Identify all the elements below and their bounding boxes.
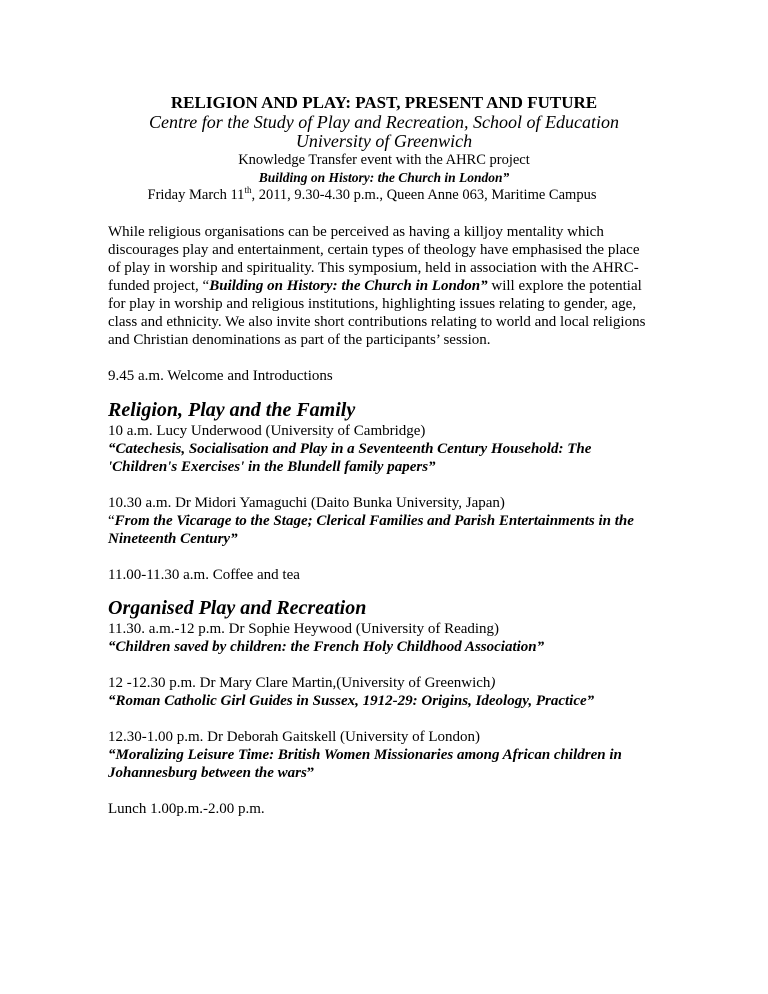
talk-title-underwood-1: “Catechesis, Socialisation and Play in a Seventeenth Century Household: The <box>108 441 592 457</box>
organisation-line-2: University of Greenwich <box>295 131 473 151</box>
knowledge-transfer-line: Knowledge Transfer event with the AHRC project <box>238 152 530 168</box>
intro-line-4 <box>108 277 642 295</box>
intro-line-4-start: funded project, “ <box>108 278 210 294</box>
talk-time-underwood: 10 a.m. Lucy Underwood (University of Cambridge) <box>108 423 426 439</box>
intro-project-name: Building on History: the Church in London” <box>209 278 488 294</box>
coffee-line: 11.00-11.30 a.m. Coffee and tea <box>108 567 300 583</box>
intro-line-2: discourages play and entertainment, certain types of theology have emphasised the place <box>108 242 640 258</box>
close-quote: ” <box>306 765 315 781</box>
talk-title-gaitskell-2-text: Johannesburg between the wars <box>108 765 307 781</box>
date-venue-line <box>0 186 756 204</box>
date-superscript: th <box>244 185 252 196</box>
intro-line-5: for play in worship and religious institutions, highlighting issues relating to gender, age, <box>108 296 637 312</box>
talk-time-martin <box>108 674 495 692</box>
talk-title-gaitskell-2 <box>108 764 314 782</box>
date-rest: , 2011, 9.30-4.30 p.m., Queen Anne 063, Maritime Campus <box>251 187 597 203</box>
date-day: Friday March 11 <box>147 187 245 203</box>
event-title: RELIGION AND PLAY: PAST, PRESENT AND FUTURE <box>170 93 598 112</box>
closing-paren: ) <box>490 675 496 691</box>
talk-title-underwood-2: 'Children's Exercises' in the Blundell family papers” <box>108 459 436 475</box>
section-heading-organised-play: Organised Play and Recreation <box>108 597 367 619</box>
talk-title-yamaguchi-2: Nineteenth Century” <box>108 531 238 547</box>
talk-time-yamaguchi: 10.30 a.m. Dr Midori Yamaguchi (Daito Bunka University, Japan) <box>108 495 505 511</box>
section-heading-family: Religion, Play and the Family <box>108 399 356 421</box>
talk-title-gaitskell-1: “Moralizing Leisure Time: British Women Missionaries among African children in <box>108 747 622 763</box>
talk-time-martin-text: 12 -12.30 p.m. Dr Mary Clare Martin,(University of Greenwich <box>108 675 491 691</box>
intro-line-1: While religious organisations can be perceived as having a killjoy mentality which <box>108 224 604 240</box>
organisation-line-1: Centre for the Study of Play and Recreation, School of Education <box>148 112 620 132</box>
intro-line-3: of play in worship and spirituality. This symposium, held in association with the AHRC- <box>108 260 639 276</box>
talk-time-heywood: 11.30. a.m.-12 p.m. Dr Sophie Heywood (University of Reading) <box>108 621 500 637</box>
project-line: Building on History: the Church in London” <box>258 170 510 185</box>
talk-title-heywood: “Children saved by children: the French Holy Childhood Association” <box>108 639 545 655</box>
talk-time-gaitskell: 12.30-1.00 p.m. Dr Deborah Gaitskell (University of London) <box>108 729 481 745</box>
intro-line-6: class and ethnicity. We also invite short contributions relating to world and local religions <box>108 314 646 330</box>
intro-line-4-end: will explore the potential <box>487 278 642 294</box>
open-quote: “ <box>108 513 115 529</box>
lunch-line: Lunch 1.00p.m.-2.00 p.m. <box>108 801 265 817</box>
talk-title-martin: “Roman Catholic Girl Guides in Sussex, 1912-29: Origins, Ideology, Practice” <box>108 693 595 709</box>
talk-title-yamaguchi-1 <box>108 512 634 530</box>
welcome-line: 9.45 a.m. Welcome and Introductions <box>108 368 333 384</box>
talk-title-yamaguchi-text: From the Vicarage to the Stage; Clerical Families and Parish Entertainments in the <box>114 513 634 529</box>
intro-line-7: and Christian denominations as part of the participants’ session. <box>108 332 491 348</box>
